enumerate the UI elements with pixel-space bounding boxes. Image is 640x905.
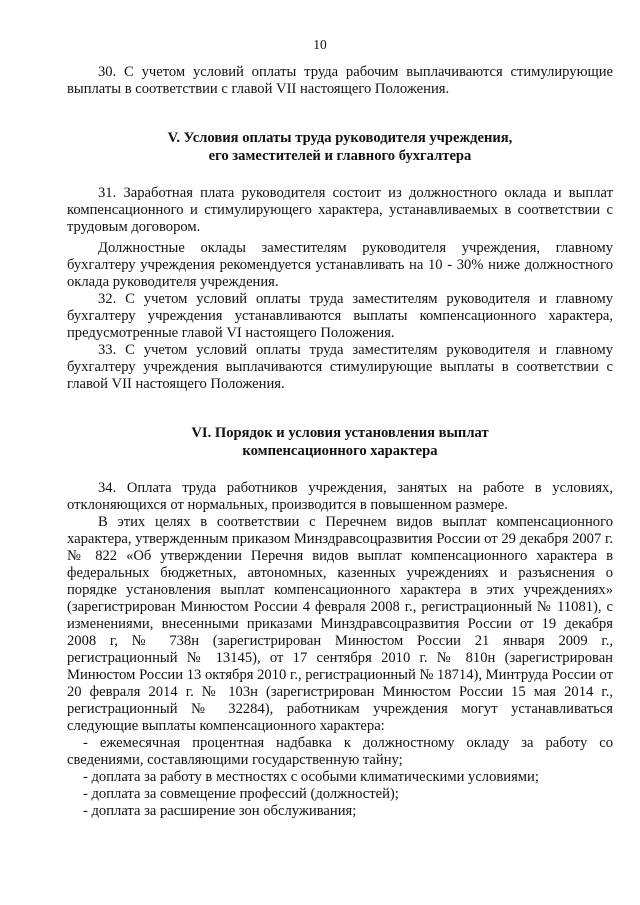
page-number: 10: [313, 37, 327, 52]
paragraph-31: 31. Заработная плата руководителя состоит из должностного оклада и выплат компенсационного и стимулирующего характера, устанавливаемых в соответствии с трудовым договором.: [67, 185, 613, 235]
paragraph-34: 34. Оплата труда работников учреждения, занятых на работе в условиях, отклоняющихся от нормальных, производится в повышенном размере.: [67, 480, 613, 513]
list-item: - доплата за совмещение профессий (должностей);: [83, 786, 399, 802]
paragraph-32: 32. С учетом условий оплаты труда заместителям руководителя и главному бухгалтеру учреждения устанавливаются выплаты компенсационного характера, предусмотренные главой VI настоящего Положения.: [67, 291, 613, 341]
spacer: [67, 165, 613, 185]
spacer: [67, 460, 613, 480]
section-vi-title-line1: VI. Порядок и условия установления выплат: [191, 425, 489, 441]
paragraph-salaries: Должностные оклады заместителям руководителя учреждения, главному бухгалтеру учреждения рекомендуется устанавливать на 10 - 30% ниже должностного оклада руководителя учреждения.: [67, 240, 613, 290]
page-content: [67, 64, 613, 820]
paragraph-compensation-list-intro: В этих целях в соответствии с Перечнем видов выплат компенсационного характера, утвержденным приказом Минздравсоцразвития России от 29 декабря 2007 г. № 822 «Об утверждении Перечня видов выплат компенсационного характера в федеральных бюджетных, автономных, казенных учреждениях и разъяснения о порядке установления выплат компенсационного характера в этих учреждениях» (зарегистрирован Минюстом России 4 февраля 2008 г., регистрационный № 11081), с изменениями, внесенными приказами Минздравсоцразвития России от 19 декабря 2008 г, № 738н (зарегистрирован Минюстом России 21 января 2009 г., регистрационный № 13145), от 17 сентября 2010 г. № 810н (зарегистрирован Минюстом России 13 октября 2010 г., регистрационный № 18714), Минтруда России от 20 февраля 2014 г. № 103н (зарегистрирован Минюстом России 15 мая 2014 г., регистрационный № 32284), работникам учреждения могут устанавливаться следующие выплаты компенсационного характера:: [67, 514, 613, 734]
list-item: - доплата за расширение зон обслуживания;: [83, 803, 357, 819]
spacer: [67, 393, 613, 424]
section-v-title-line1: V. Условия оплаты труда руководителя учреждения,: [167, 130, 513, 146]
paragraph-33: 33. С учетом условий оплаты труда заместителям руководителя и главному бухгалтеру учреждения выплачиваются стимулирующие выплаты в соответствии с главой VII настоящего Положения.: [67, 342, 613, 392]
spacer: [67, 98, 613, 129]
list-item: - доплата за работу в местностях с особыми климатическими условиями;: [83, 769, 539, 785]
section-vi-title-line2: компенсационного характера: [242, 443, 438, 459]
section-v-title: [67, 129, 613, 165]
section-vi-title: [67, 424, 613, 460]
paragraph-30: 30. С учетом условий оплаты труда рабочим выплачиваются стимулирующие выплаты в соответствии с главой VII настоящего Положения.: [67, 64, 613, 97]
list-item: - ежемесячная процентная надбавка к должностному окладу за работу со сведениями, составляющими государственную тайну;: [67, 735, 613, 768]
section-v-title-line2: его заместителей и главного бухгалтера: [208, 148, 472, 164]
